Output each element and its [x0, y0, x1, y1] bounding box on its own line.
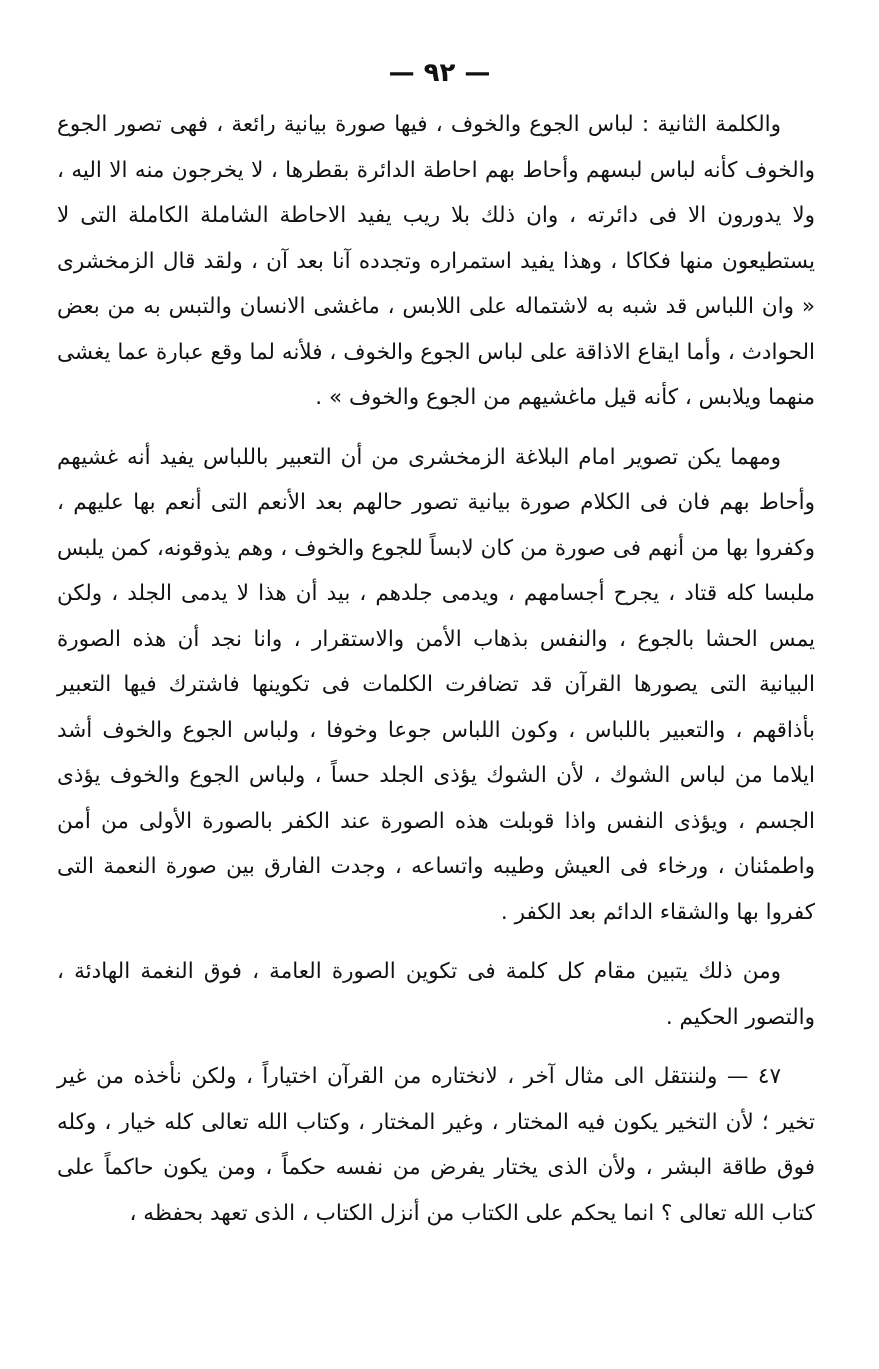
paragraph-3: ومن ذلك يتبين مقام كل كلمة فى تكوين الصورة العامة ، فوق النغمة الهادئة ، والتصور الحكيم . — [57, 959, 815, 1030]
paragraph-2: ومهما يكن تصوير امام البلاغة الزمخشرى من أن التعبير باللباس يفيد أنه غشيهم وأحاط بهم فان فى الكلام صورة بيانية تصور حالهم بعد الأنعم التى أنعم بها عليهم ، وكفروا بها من أنهم فى صورة من كان لابساً للجوع والخوف ، وهم يذوقونه، كمن يلبس ملبسا كله قتاد ، يجرح أجسامهم ، ويدمى جلدهم ، بيد أن هذا لا يدمى الجلد ، ولكن يمس الحشا بالجوع ، والنفس بذهاب الأمن والاستقرار ، وانا نجد أن هذه الصورة البيانية التى يصورها القرآن قد تضافرت الكلمات فى تكوينها فاشترك فيها التعبير بأذاقهم ، والتعبير باللباس ، وكون اللباس جوعا وخوفا ، ولباس الجوع والخوف أشد ايلاما من لباس الشوك ، لأن الشوك يؤذى الجلد حساً ، ولباس الجوع والخوف يؤذى الجسم ، ويؤذى النفس واذا قوبلت هذه الصورة عند الكفر بالصورة الأولى من أمن واطمئنان ، ورخاء فى العيش وطيبه واتساعه ، وجدت الفارق بين صورة النعمة التى كفروا بها والشقاء الدائم بعد الكفر . — [57, 444, 815, 925]
paragraph-1: والكلمة الثانية : لباس الجوع والخوف ، فيها صورة بيانية رائعة ، فهى تصور الجوع والخوف كأنه لباس لبسهم وأحاط بهم احاطة الدائرة بقطرها ، لا يخرجون منه الا اليه ، ولا يدورون الا فى دائرته ، وان ذلك بلا ريب يفيد الاحاطة الشاملة الكاملة التى لا يستطيعون منها فكاكا ، وهذا يفيد استمراره وتجدده آنا بعد آن ، ولقد قال الزمخشرى « وان اللباس قد شبه به لاشتماله على اللابس ، ماغشى الانسان والتبس به من بعض الحوادث ، وأما ايقاع الاذاقة على لباس الجوع والخوف ، فلأنه لما وقع عبارة عما يغشى منهما ويلابس ، كأنه قيل ماغشيهم من الجوع والخوف » . — [57, 112, 815, 410]
page-number: — ٩٢ — — [388, 58, 491, 88]
body-text — [57, 102, 815, 1236]
paragraph-4: ٤٧ — ولننتقل الى مثال آخر ، لانختاره من القرآن اختياراً ، ولكن نأخذه من غير تخير ؛ لأن التخير يكون فيه المختار ، وغير المختار ، وكتاب الله تعالى كله خيار ، وكله فوق طاقة البشر ، ولأن الذى يختار يفرض من نفسه حكماً ، ومن يكون حاكماً على كتاب الله تعالى ؟ انما يحكم على الكتاب من أنزل الكتاب ، الذى تعهد بحفظه ، — [57, 1064, 815, 1226]
